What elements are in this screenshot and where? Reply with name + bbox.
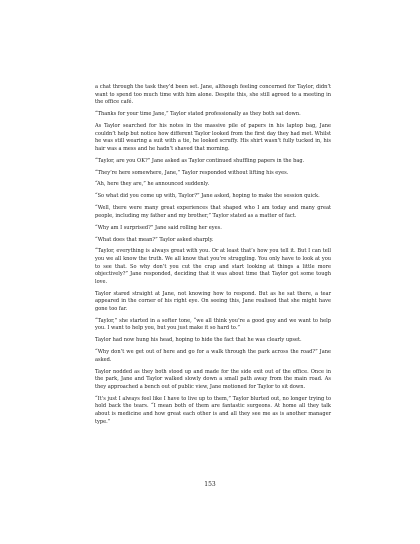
paragraph: “Thanks for your time Jane,” Taylor stated professionally as they both sat down. [95, 111, 301, 118]
paragraph: “They’re here somewhere, Jane,” Taylor responded without lifting his eyes. [95, 169, 289, 176]
paragraph: “Why don’t we get out of here and go for a walk through the park across the road?” Jane asked. [95, 349, 331, 363]
page-number: 153 [204, 481, 216, 488]
body-text [95, 84, 331, 430]
paragraph: Taylor stared straight at Jane, not knowing how to respond. But as he sat there, a tear appeared in the corner of his right eye. On seeing this, Jane realised that she might have gone too far. [95, 290, 331, 312]
paragraph: “Ah, here they are,” he announced suddenly. [95, 181, 210, 188]
paragraph: “Why am I surprised?” Jane said rolling her eyes. [95, 224, 222, 231]
paragraph: “What does that mean?” Taylor asked sharply. [95, 236, 214, 243]
paragraph: “It’s just I always feel like I have to live up to them,” Taylor blurted out, no longer trying to hold back the tears. “I mean both of them are fantastic surgeons. At home all they talk about is medicine and how great each other is and all they see me as is another manager type.” [95, 395, 331, 425]
paragraph: As Taylor searched for his notes in the massive pile of papers in his laptop bag, Jane couldn’t help but notice how different Taylor looked from the first day they had met. Whilst he was still wearing a suit with a tie, he looked scruffy. His shirt wasn’t fully tucked in, his hair was a mess and he hadn’t shaved that morning. [95, 122, 331, 152]
paragraph: Taylor nodded as they both stood up and made for the side exit out of the office. Once in the park, Jane and Taylor walked slowly down a small path away from the main road. As they approached a bench out of public view, Jane motioned for Taylor to sit down. [95, 368, 331, 390]
paragraph: a chat through the task they’d been set. Jane, although feeling concerned for Taylor, didn’t want to spend too much time with him alone. Despite this, she still agreed to a meeting in the office café. [95, 84, 331, 106]
paragraph: “Taylor, everything is always great with you. Or at least that’s how you tell it. But I can tell you we all know the truth. We all know that you’re struggling. You only have to look at you to see that. So why don’t you cut the crap and start looking at things a little more objectively?” Jane responded, deciding that it was about time that Taylor got some tough love. [95, 248, 331, 285]
paragraph: “So what did you come up with, Taylor?” Jane asked, hoping to make the session quick. [95, 193, 320, 200]
paragraph: “Well, there were many great experiences that shaped who I am today and many great people, including my father and my brother,” Taylor stated as a matter of fact. [95, 205, 331, 219]
paragraph: “Taylor,” she started in a softer tone, “we all think you’re a good guy and we want to help you. I want to help you, but you just make it so hard to.” [95, 317, 331, 332]
paragraph: “Taylor, are you OK?” Jane asked as Taylor continued shuffling papers in the bag. [95, 157, 305, 164]
paragraph: Taylor had now hung his head, hoping to hide the fact that he was clearly upset. [95, 337, 302, 344]
